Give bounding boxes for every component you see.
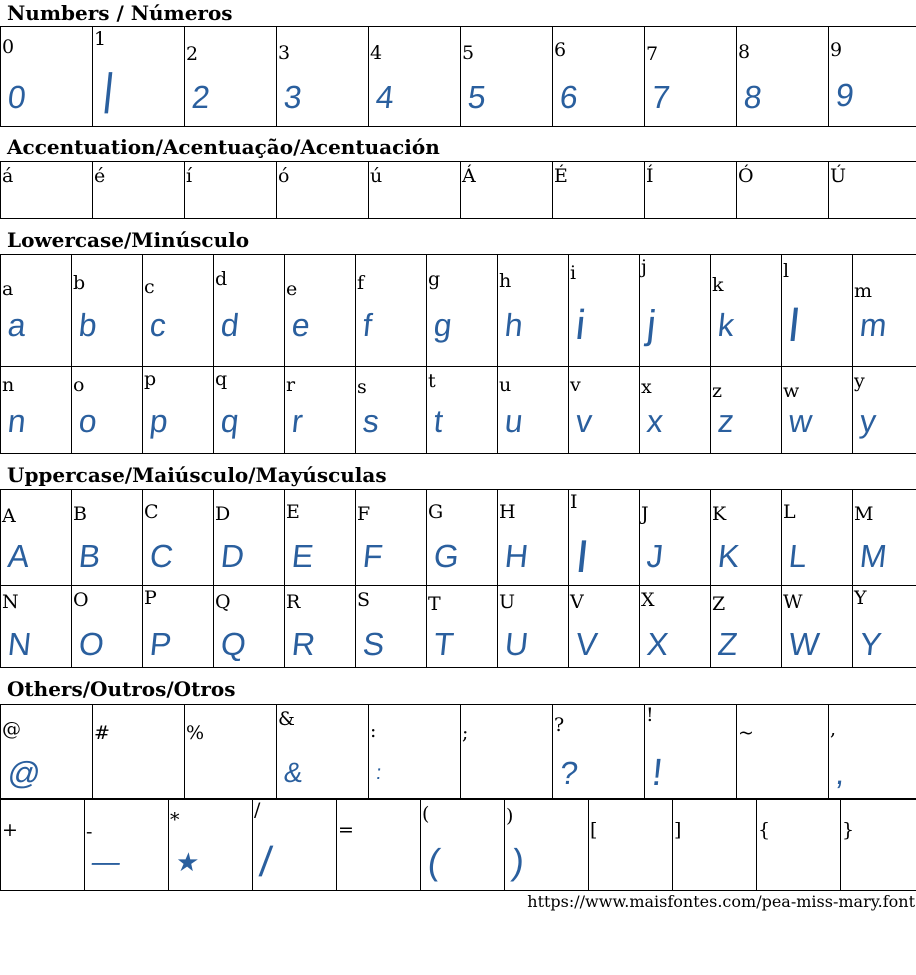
cell-lc1-1: [72, 255, 143, 367]
cell-label: }: [842, 819, 855, 841]
cell-glyph: —: [90, 846, 122, 877]
cell-glyph: m: [858, 307, 889, 343]
cell-ot1-6: [553, 705, 645, 799]
cell-glyph: g: [432, 307, 454, 343]
cell-glyph: f: [361, 307, 374, 343]
cell-glyph: N: [6, 626, 34, 662]
cell-uc2-2: [143, 586, 214, 668]
cell-glyph: n: [6, 403, 28, 439]
cell-glyph: ★: [174, 847, 201, 877]
cell-glyph: l: [786, 299, 802, 351]
cell-label: K: [712, 503, 727, 525]
cell-a-acute: á: [1, 162, 93, 219]
cell-7: 7 7: [645, 27, 737, 127]
cell-lc2-9: [640, 367, 711, 454]
cell-0: 0 0: [1, 27, 93, 127]
section-title-uppercase: Uppercase/Maiúsculo/Mayúsculas: [7, 463, 387, 487]
cell-label: g: [428, 268, 441, 290]
cell-label: f: [357, 272, 365, 294]
cell-ot1-4: [369, 705, 461, 799]
uppercase-row-2: [1, 586, 916, 668]
cell-lc2-6: [427, 367, 498, 454]
cell-glyph: W: [787, 626, 822, 662]
cell-U-acute: Ú: [829, 162, 916, 219]
cell-glyph: ): [509, 841, 527, 882]
cell-label: E: [286, 501, 300, 523]
cell-glyph: D: [219, 538, 247, 574]
cell-lc2-0: [1, 367, 72, 454]
cell-uc2-8: [569, 586, 640, 668]
cell-glyph: @: [6, 755, 43, 791]
cell-label: C: [144, 501, 159, 523]
cell-label: Y: [854, 587, 867, 609]
cell-u-acute: ú: [369, 162, 461, 219]
cell-label: x: [641, 376, 652, 398]
cell-uc1-12: [853, 490, 916, 586]
cell-ot2-4: [337, 800, 421, 891]
cell-glyph: U: [503, 626, 531, 662]
cell-glyph: X: [645, 626, 671, 662]
others-row-2: [1, 800, 916, 891]
cell-label: ;: [462, 722, 469, 744]
cell-label: r: [286, 374, 296, 396]
cell-glyph: k: [716, 307, 736, 343]
cell-label: /: [254, 799, 261, 821]
cell-label: +: [2, 819, 18, 841]
lowercase-row-2: [1, 367, 916, 454]
cell-label: !: [646, 704, 654, 726]
cell-label: {: [758, 819, 771, 841]
cell-ot1-0: [1, 705, 93, 799]
cell-uc2-1: [72, 586, 143, 668]
numbers-grid: [0, 26, 916, 127]
cell-lc1-11: [782, 255, 853, 367]
cell-uc2-10: [711, 586, 782, 668]
cell-uc1-0: [1, 490, 72, 586]
cell-glyph: P: [148, 626, 174, 662]
cell-label: =: [338, 819, 354, 841]
cell-label: F: [357, 503, 371, 525]
cell-glyph: b: [77, 307, 99, 343]
cell-glyph: Y: [858, 626, 884, 662]
cell-label: w: [783, 380, 800, 402]
cell-uc1-6: [427, 490, 498, 586]
cell-lc2-3: [214, 367, 285, 454]
cell-glyph: G: [432, 538, 461, 574]
cell-label: d: [215, 268, 228, 290]
cell-label: q: [215, 368, 228, 390]
cell-label: B: [73, 503, 87, 525]
cell-i-acute: í: [185, 162, 277, 219]
cell-label: V: [570, 591, 584, 613]
cell-label: O: [73, 589, 89, 611]
others-grid-1: [0, 704, 916, 799]
cell-glyph: T: [432, 626, 456, 662]
cell-label: l: [783, 260, 790, 282]
cell-label: %: [186, 722, 205, 744]
cell-ot1-7: [645, 705, 737, 799]
cell-uc1-9: [640, 490, 711, 586]
cell-I-acute: Í: [645, 162, 737, 219]
cell-ot2-0: [1, 800, 85, 891]
cell-lc1-8: [569, 255, 640, 367]
cell-label: Q: [215, 591, 231, 613]
cell-uc1-1: [72, 490, 143, 586]
cell-label: [: [590, 819, 598, 841]
cell-lc2-2: [143, 367, 214, 454]
cell-label: b: [73, 272, 86, 294]
cell-label: c: [144, 276, 155, 298]
section-title-accents: Accentuation/Acentuação/Acentuación: [7, 135, 440, 159]
cell-ot2-5: [421, 800, 505, 891]
cell-label: ,: [830, 718, 837, 740]
cell-glyph: &: [282, 757, 305, 788]
cell-glyph: e: [290, 307, 312, 343]
cell-label: a: [2, 278, 14, 300]
cell-glyph: q: [219, 403, 241, 439]
cell-label: t: [428, 370, 436, 392]
cell-lc2-4: [285, 367, 356, 454]
cell-glyph: V: [574, 626, 600, 662]
cell-ot2-9: [757, 800, 841, 891]
cell-glyph: (: [425, 841, 443, 882]
cell-label: m: [854, 280, 873, 302]
cell-label: W: [783, 591, 803, 613]
cell-uc1-10: [711, 490, 782, 586]
cell-glyph: :: [374, 762, 383, 784]
cell-label: N: [2, 591, 19, 613]
cell-label: H: [499, 501, 516, 523]
source-url: https://www.maisfontes.com/pea-miss-mary.font: [527, 892, 915, 911]
cell-lc1-4: [285, 255, 356, 367]
cell-ot1-9: [829, 705, 916, 799]
cell-uc2-5: [356, 586, 427, 668]
cell-label: L: [783, 501, 796, 523]
cell-glyph: d: [219, 307, 241, 343]
cell-2: 2 2: [185, 27, 277, 127]
cell-label: M: [854, 503, 874, 525]
cell-lc1-3: [214, 255, 285, 367]
cell-glyph: I: [573, 530, 592, 582]
cell-label: o: [73, 374, 85, 396]
cell-glyph: j: [644, 303, 659, 347]
cell-uc1-11: [782, 490, 853, 586]
cell-glyph: t: [432, 403, 445, 439]
cell-glyph: M: [858, 538, 889, 574]
cell-label: G: [428, 501, 444, 523]
cell-label: #: [94, 722, 110, 744]
cell-glyph: c: [148, 307, 168, 343]
cell-O-acute: Ó: [737, 162, 829, 219]
cell-uc1-8: [569, 490, 640, 586]
others-grid-2: [0, 799, 916, 891]
cell-5: 5 5: [461, 27, 553, 127]
cell-label: U: [499, 591, 516, 613]
cell-o-acute: ó: [277, 162, 369, 219]
cell-ot1-1: [93, 705, 185, 799]
cell-lc1-12: [853, 255, 916, 367]
cell-label: i: [570, 262, 577, 284]
cell-glyph: s: [361, 403, 381, 439]
cell-glyph: ?: [558, 755, 580, 791]
cell-label: (: [422, 803, 430, 825]
cell-label: h: [499, 270, 512, 292]
cell-e-acute: é: [93, 162, 185, 219]
cell-lc1-10: [711, 255, 782, 367]
cell-ot2-7: [589, 800, 673, 891]
cell-uc1-2: [143, 490, 214, 586]
numbers-row: [1, 27, 916, 127]
cell-glyph: i: [573, 301, 588, 348]
cell-lc2-10: [711, 367, 782, 454]
cell-ot2-1: [85, 800, 169, 891]
cell-1: 1 |: [93, 27, 185, 127]
cell-label: ~: [738, 722, 754, 744]
cell-glyph: B: [77, 538, 103, 574]
cell-lc1-9: [640, 255, 711, 367]
cell-glyph: Q: [219, 626, 248, 662]
cell-glyph: H: [503, 538, 531, 574]
cell-glyph: !: [649, 752, 665, 794]
cell-lc2-1: [72, 367, 143, 454]
cell-label: T: [428, 593, 441, 615]
cell-glyph: o: [77, 403, 99, 439]
cell-label: y: [854, 370, 865, 392]
others-row-1: [1, 705, 916, 799]
cell-uc2-9: [640, 586, 711, 668]
cell-label: A: [2, 505, 16, 527]
cell-uc1-5: [356, 490, 427, 586]
cell-uc2-0: [1, 586, 72, 668]
lowercase-grid: [0, 254, 916, 454]
cell-label: J: [641, 503, 649, 525]
cell-uc1-3: [214, 490, 285, 586]
cell-label: k: [712, 274, 724, 296]
cell-label: j: [641, 256, 647, 278]
cell-label: :: [370, 720, 377, 742]
cell-label: S: [357, 589, 371, 611]
cell-6: 6 6: [553, 27, 645, 127]
cell-uc2-4: [285, 586, 356, 668]
cell-label: X: [641, 589, 655, 611]
accents-grid: [0, 161, 916, 219]
cell-uc1-4: [285, 490, 356, 586]
cell-glyph: A: [6, 538, 32, 574]
cell-uc1-7: [498, 490, 569, 586]
cell-label: u: [499, 374, 512, 396]
cell-glyph: u: [503, 403, 525, 439]
cell-8: 8 8: [737, 27, 829, 127]
cell-glyph: r: [290, 403, 305, 439]
cell-glyph: C: [148, 538, 176, 574]
cell-glyph: K: [716, 538, 742, 574]
accents-row: [1, 162, 916, 219]
cell-ot2-8: [673, 800, 757, 891]
cell-label: ): [506, 805, 514, 827]
cell-ot2-6: [505, 800, 589, 891]
cell-label: ]: [674, 819, 682, 841]
cell-glyph: R: [290, 626, 318, 662]
cell-uc2-7: [498, 586, 569, 668]
cell-ot2-10: [841, 800, 916, 891]
cell-A-acute: Á: [461, 162, 553, 219]
cell-glyph: v: [574, 403, 594, 439]
cell-glyph: y: [858, 403, 878, 439]
cell-label: -: [86, 821, 93, 843]
cell-3: 3 3: [277, 27, 369, 127]
cell-label: D: [215, 503, 231, 525]
cell-ot1-5: [461, 705, 553, 799]
cell-label: @: [2, 718, 21, 740]
cell-ot1-3: [277, 705, 369, 799]
cell-glyph: h: [503, 307, 525, 343]
cell-glyph: ,: [834, 755, 847, 791]
section-title-others: Others/Outros/Otros: [7, 677, 236, 701]
cell-glyph: a: [6, 307, 28, 343]
cell-lc1-5: [356, 255, 427, 367]
cell-lc2-12: [853, 367, 916, 454]
cell-lc1-0: [1, 255, 72, 367]
cell-label: e: [286, 278, 298, 300]
cell-lc2-8: [569, 367, 640, 454]
cell-lc1-6: [427, 255, 498, 367]
cell-lc2-7: [498, 367, 569, 454]
cell-uc2-11: [782, 586, 853, 668]
cell-E-acute: É: [553, 162, 645, 219]
cell-glyph: F: [361, 538, 385, 574]
cell-lc2-11: [782, 367, 853, 454]
cell-label: v: [570, 374, 581, 396]
cell-glyph: x: [645, 403, 665, 439]
cell-9: 9 9: [829, 27, 916, 127]
cell-ot1-8: [737, 705, 829, 799]
cell-label: *: [170, 809, 180, 831]
cell-glyph: O: [77, 626, 106, 662]
cell-label: P: [144, 587, 157, 609]
cell-label: z: [712, 380, 723, 402]
cell-label: Z: [712, 593, 726, 615]
cell-glyph: S: [361, 626, 387, 662]
section-title-numbers: Numbers / Números: [7, 1, 233, 25]
cell-glyph: z: [716, 403, 736, 439]
cell-label: R: [286, 591, 301, 613]
cell-label: p: [144, 368, 157, 390]
cell-lc2-5: [356, 367, 427, 454]
cell-label: n: [2, 374, 15, 396]
cell-4: 4 4: [369, 27, 461, 127]
lowercase-row-1: [1, 255, 916, 367]
cell-glyph: w: [787, 403, 815, 439]
cell-label: &: [278, 708, 295, 730]
cell-ot2-2: [169, 800, 253, 891]
cell-ot1-2: [185, 705, 277, 799]
cell-glyph: E: [290, 538, 316, 574]
cell-label: s: [357, 376, 367, 398]
cell-glyph: p: [148, 403, 170, 439]
uppercase-grid: [0, 489, 916, 668]
cell-uc2-12: [853, 586, 916, 668]
section-title-lowercase: Lowercase/Minúsculo: [7, 228, 250, 252]
cell-uc2-6: [427, 586, 498, 668]
cell-lc1-7: [498, 255, 569, 367]
cell-lc1-2: [143, 255, 214, 367]
cell-label: I: [570, 491, 578, 513]
cell-glyph: J: [645, 538, 665, 574]
cell-glyph: L: [787, 538, 809, 574]
cell-glyph: /: [257, 838, 275, 885]
cell-glyph: Z: [716, 626, 740, 662]
cell-ot2-3: [253, 800, 337, 891]
cell-label: ?: [554, 714, 565, 736]
cell-uc2-3: [214, 586, 285, 668]
uppercase-row-1: [1, 490, 916, 586]
